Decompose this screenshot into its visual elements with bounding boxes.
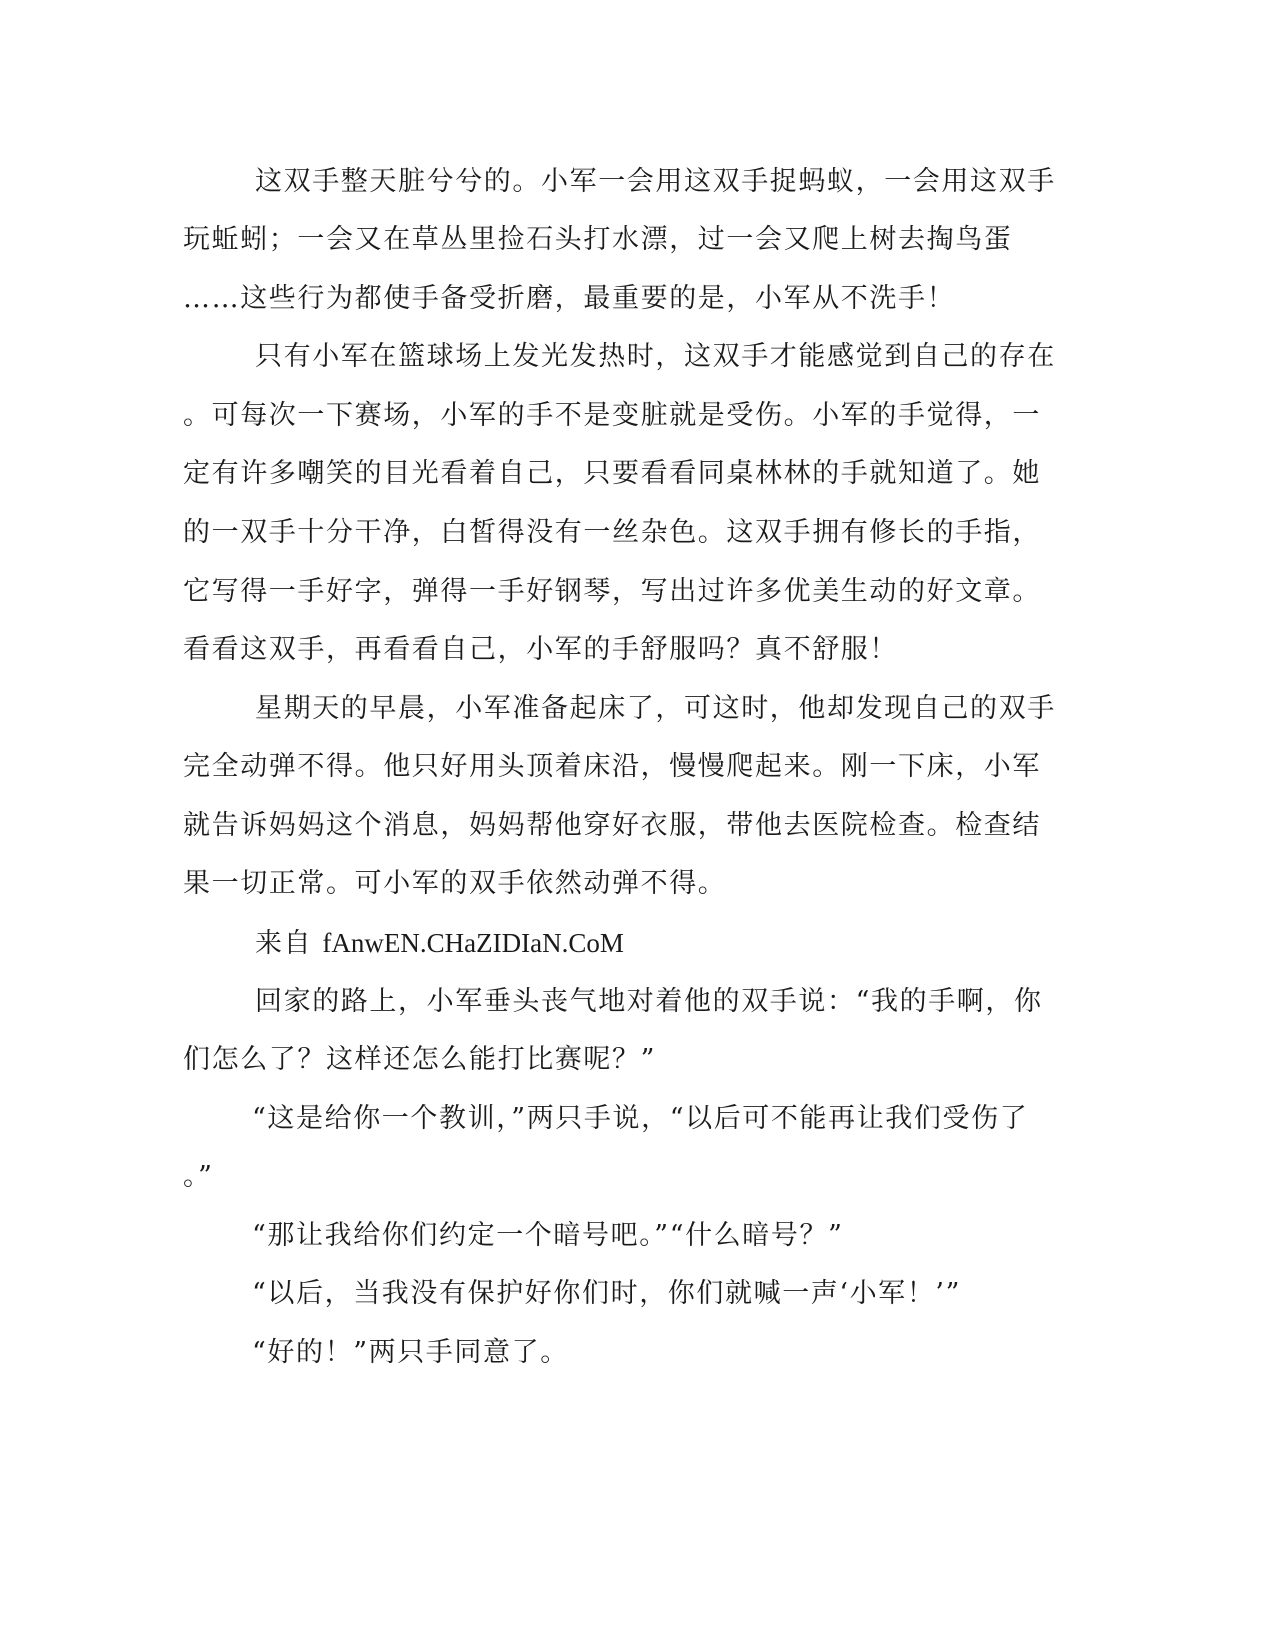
paragraph-8-line-1: “好的！”两只手同意了。 xyxy=(252,1337,569,1368)
paragraph-2-line-1: 只有小军在篮球场上发光发热时，这双手才能感觉到自己的存在 xyxy=(255,341,1056,372)
paragraph-3-line-3: 就告诉妈妈这个消息，妈妈帮他穿好衣服，带他去医院检查。检查结 xyxy=(183,810,1041,841)
paragraph-3-line-1: 星期天的早晨，小军准备起床了，可这时，他却发现自己的双手 xyxy=(255,693,1056,724)
paragraph-3-line-4: 果一切正常。可小军的双手依然动弹不得。 xyxy=(183,868,727,899)
source-line xyxy=(255,925,624,962)
paragraph-1-line-3: ……这些行为都使手备受折磨，最重要的是，小军从不洗手！ xyxy=(183,283,956,314)
paragraph-5-line-2: 。” xyxy=(183,1161,214,1192)
source-url: fAnwEN.CHaZIDIaN.CoM xyxy=(322,928,624,958)
paragraph-1-line-2: 玩蚯蚓；一会又在草丛里捡石头打水漂，过一会又爬上树去掏鸟蛋 xyxy=(183,224,1013,255)
paragraph-5-line-1: “这是给你一个教训，”两只手说，“以后可不能再让我们受伤了 xyxy=(252,1103,1029,1134)
paragraph-1-line-1: 这双手整天脏兮兮的。小军一会用这双手捉蚂蚁，一会用这双手 xyxy=(255,166,1056,197)
source-prefix: 来自 xyxy=(255,928,313,959)
paragraph-3-line-2: 完全动弹不得。他只好用头顶着床沿，慢慢爬起来。刚一下床，小军 xyxy=(183,751,1041,782)
paragraph-2-line-3: 定有许多嘲笑的目光看着自己，只要看看同桌林林的手就知道了。她 xyxy=(183,458,1041,489)
paragraph-7-line-1: “以后，当我没有保护好你们时，你们就喊一声‘小军！’” xyxy=(252,1278,961,1309)
paragraph-2-line-6: 看看这双手，再看看自己，小军的手舒服吗？真不舒服！ xyxy=(183,634,898,665)
paragraph-4-line-1: 回家的路上，小军垂头丧气地对着他的双手说：“我的手啊，你 xyxy=(255,986,1043,1017)
paragraph-2-line-5: 它写得一手好字，弹得一手好钢琴，写出过许多优美生动的好文章。 xyxy=(183,576,1041,607)
paragraph-2-line-4: 的一双手十分干净，白皙得没有一丝杂色。这双手拥有修长的手指， xyxy=(183,517,1041,548)
paragraph-2-line-2: 。可每次一下赛场，小军的手不是变脏就是受伤。小军的手觉得，一 xyxy=(183,400,1041,431)
paragraph-6-line-1: “那让我给你们约定一个暗号吧。”“什么暗号？” xyxy=(252,1220,844,1251)
paragraph-4-line-2: 们怎么了？这样还怎么能打比赛呢？” xyxy=(183,1044,657,1075)
